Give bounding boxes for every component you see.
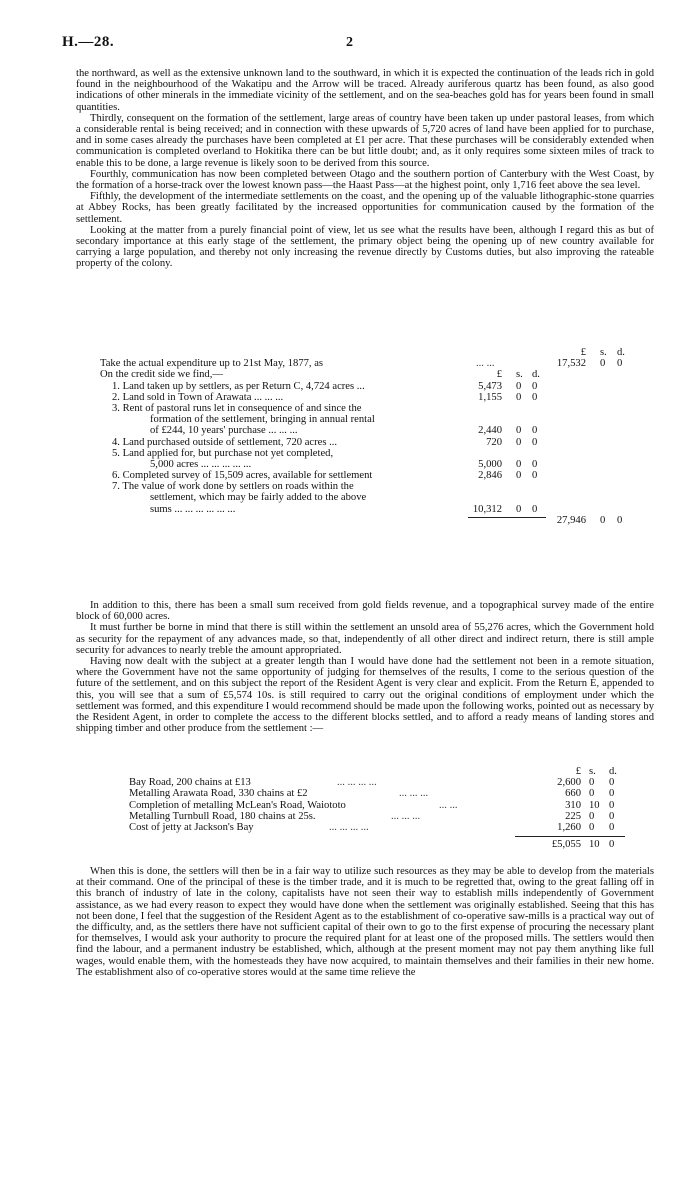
paragraph: Looking at the matter from a purely financial point of view, let us see what the results have been, although I regard this as but of secondary importance at this early stage of the settlement, the primary object being the opening up of new country available for carrying a large population, and thereby not only increasing the revenue directly by Customs duties, but also improving the rateable property of the colony.	[76, 224, 654, 270]
paragraph: In addition to this, there has been a small sum received from gold fields revenue, and a topographical survey made of the entire block of 60,000 acres.	[76, 600, 654, 623]
works-item	[129, 777, 629, 788]
credit-item	[100, 392, 656, 403]
paragraph: Fourthly, communication has now been completed between Otago and the southern portion of Canterbury with the West Coast, by the formation of a horse-track over the lowest known pass—the Haast Pass—at the highest point, only 1,716 feet above the sea level.	[76, 168, 654, 192]
expenditure-pounds: 17,532	[556, 358, 586, 370]
credit-item-label: 1. Land taken up by settlers, as per Return C, 4,724 acres ...	[112, 380, 365, 392]
shillings-heading: s.	[600, 347, 607, 358]
works-item	[129, 800, 629, 811]
credit-item-pounds: 5,000	[478, 458, 502, 470]
works-item-shillings: 0	[589, 810, 595, 822]
credit-item-pence: 0	[532, 380, 538, 392]
works-item-label: Metalling Arawata Road, 330 chains at £2	[129, 788, 308, 800]
leader-dots: ... ...	[476, 358, 495, 370]
works-item-pence: 0	[609, 799, 615, 811]
credit-item-continuation	[100, 492, 656, 503]
credit-item-continuation	[100, 504, 656, 515]
body-text-section-b	[76, 600, 654, 734]
works-item-pounds: 2,600	[557, 777, 581, 789]
credit-item	[100, 437, 656, 448]
credit-item-label: settlement, which may be fairly added to the above	[150, 492, 367, 504]
leader-dots: ... ...	[439, 799, 458, 811]
body-text-section-a	[76, 68, 654, 270]
credit-item-label: 7. The value of work done by settlers on roads within the	[112, 481, 354, 493]
leader-dots: ... ... ... ...	[329, 821, 369, 833]
expenditure-row	[100, 358, 656, 369]
credit-item-label: 5,000 acres ... ... ... ... ...	[150, 458, 252, 470]
credit-item	[100, 470, 656, 481]
page-number: 2	[346, 35, 353, 50]
body-text-section-c	[76, 866, 654, 978]
pounds-heading: £	[580, 347, 586, 358]
works-total-shillings: 10	[589, 839, 600, 851]
credit-item-pence: 0	[532, 458, 538, 470]
credit-item-pence: 0	[532, 391, 538, 403]
works-item-shillings: 10	[589, 799, 600, 811]
credit-item-label: 6. Completed survey of 15,509 acres, available for settlement	[112, 470, 373, 482]
credit-item	[100, 381, 656, 392]
works-table	[129, 766, 629, 850]
credit-item-label: sums ... ... ... ... ... ...	[150, 503, 236, 515]
pounds-heading: £	[575, 766, 581, 777]
works-item	[129, 811, 629, 822]
credit-total-shillings: 0	[600, 514, 606, 526]
credit-item-label: formation of the settlement, bringing in annual rental	[150, 414, 375, 426]
credit-item-shillings: 0	[516, 458, 522, 470]
works-item	[129, 822, 629, 833]
credit-item-continuation	[100, 459, 656, 470]
credit-item	[100, 481, 656, 492]
works-item-label: Completion of metalling McLean's Road, Waiototo	[129, 799, 346, 811]
account-statement	[100, 347, 656, 526]
works-item-pounds: 1,260	[557, 821, 581, 833]
paragraph: When this is done, the settlers will then be in a fair way to utilize such resources as they may be able to develop from the materials at their command. One of the principal of these is the timber trade, and it is much to be regretted that, owing to the great falling off in this branch of industry of late in the colony, capitalists have not seen their way to establish mills independently of Government assistance, as we had every reason to expect they would have done when the settlement was originally established. Seeing that this has not been done, I feel that the suggestion of the Resident Agent as to the establishment of co-operative saw-mills is a practical way out of the difficulty, and, as the settlers there have not sufficient capital of their own to go to the first expense of procuring the necessary plant for themselves, I would ask your authority to procure the required plant for at least one of the proposed mills. The settlers would then find the labour, and a permanent industry be established, which, although at the present moment may not pay them anything like full wages, would enable them, with the homesteads they have now acquired, to maintain themselves and their families in their new home. The establishment also of co-operative stores would at the same time relieve the	[76, 866, 654, 978]
credit-item-label: 2. Land sold in Town of Arawata ... ... ...	[112, 391, 284, 403]
sum-rule	[515, 836, 625, 837]
account-currency-header	[100, 347, 656, 358]
credit-item-label: 3. Rent of pastoral runs let in consequence of and since the	[112, 402, 362, 414]
works-item-shillings: 0	[589, 777, 595, 789]
credit-item-pounds: 10,312	[472, 503, 502, 515]
credit-item-pence: 0	[532, 503, 538, 515]
shillings-heading: s.	[589, 766, 596, 777]
works-total-pence: 0	[609, 839, 615, 851]
pence-heading: d.	[609, 766, 617, 777]
credit-item-pounds: 2,440	[478, 425, 502, 437]
leader-dots: ... ... ...	[391, 810, 421, 822]
works-currency-header	[129, 766, 629, 777]
credit-item-label: 5. Land applied for, but purchase not yet completed,	[112, 447, 334, 459]
pence-heading: d.	[532, 369, 540, 381]
credit-item-continuation	[100, 425, 656, 436]
works-item-label: Cost of jetty at Jackson's Bay	[129, 821, 254, 833]
works-item-pence: 0	[609, 788, 615, 800]
credit-total-pence: 0	[617, 514, 623, 526]
credit-item-pounds: 2,846	[478, 470, 502, 482]
credit-intro: On the credit side we find,—	[100, 369, 223, 381]
works-total-pounds: £5,055	[551, 839, 581, 851]
credit-item-shillings: 0	[516, 425, 522, 437]
credit-item-pounds: 5,473	[478, 380, 502, 392]
paragraph: It must further be borne in mind that there is still within the settlement an unsold area of 55,276 acres, which the Government hold as security for the repayment of any advances made, so that, independently of all other direct and indirect return, there is still ample security for advances to nearly treble the amount appropriated.	[76, 622, 654, 656]
works-item-pounds: 660	[565, 788, 581, 800]
credit-item-pence: 0	[532, 436, 538, 448]
works-total-row	[129, 839, 629, 850]
credit-item-pence: 0	[532, 425, 538, 437]
paragraph: Fifthly, the development of the intermediate settlements on the coast, and the opening up of the valuable lithographic-stone quarries at Abbey Rocks, has been greatly facilitated by the increased opportunities for communication caused by the formation of the settlement.	[76, 191, 654, 225]
works-item-label: Bay Road, 200 chains at £13	[129, 777, 251, 789]
credit-item	[100, 403, 656, 414]
works-item-shillings: 0	[589, 788, 595, 800]
shillings-heading: s.	[516, 369, 523, 381]
works-item-label: Metalling Turnbull Road, 180 chains at 25s.	[129, 810, 316, 822]
credit-item-shillings: 0	[516, 391, 522, 403]
credit-item-shillings: 0	[516, 436, 522, 448]
credit-item-label: 4. Land purchased outside of settlement, 720 acres ...	[112, 436, 338, 448]
paragraph: Thirdly, consequent on the formation of the settlement, large areas of country have been taken up under pastoral leases, from which a considerable rental is being received; and in connection with these upwards of 5,720 acres of land have been applied for to purchase, and in some cases already the purchases have been completed at £1 per acre. That these purchases will be considerably extended when communication is completed overland to Hokitika there can be but little doubt; and, as it only requires some sixteen miles of track to enable this to be done, a large revenue is likely soon to be derived from this source.	[76, 112, 654, 169]
credit-item-label: of £244, 10 years' purchase ... ... ...	[150, 425, 298, 437]
works-item-pounds: 310	[565, 799, 581, 811]
paragraph: Having now dealt with the subject at a greater length than I would have done had the settlement not been in a remote situation, where the Government have not the same opportunity of judging for themselves of the results, I come to the serious question of the future of the settlement, and on this subject the report of the Resident Agent is very clear and explicit. From the Return E, appended to this, you will see that a sum of £5,574 10s. is still required to carry out the original conditions of employment under which the settlement was formed, and this expenditure I would recommend should be made upon the following works, pointed out as necessary by the Resident Agent, in order to complete the access to the different blocks settled, and to afford a ready means of landing stores and shipping timber and other produce from the settlement :—	[76, 656, 654, 735]
credit-item-continuation	[100, 414, 656, 425]
works-item-pence: 0	[609, 821, 615, 833]
credit-total-pounds: 27,946	[556, 514, 586, 526]
credit-total-row	[100, 515, 656, 526]
pence-heading: d.	[617, 347, 625, 358]
leader-dots: ... ... ...	[399, 788, 429, 800]
pounds-heading: £	[496, 369, 502, 381]
credit-item	[100, 448, 656, 459]
credit-item-pounds: 1,155	[478, 391, 502, 403]
expenditure-shillings: 0	[600, 358, 606, 370]
works-item-pence: 0	[609, 810, 615, 822]
paragraph: the northward, as well as the extensive unknown land to the southward, in which it is expected the continuation of the leads rich in gold found in the neighbourhood of the Wakatipu and the Arrow will be traced. Already auriferous quartz has been found, as also good indications of other minerals in the immediate vicinity of the settlement, and on the sea-beaches gold has for years been found in small quantities.	[76, 68, 654, 113]
credit-item-shillings: 0	[516, 470, 522, 482]
works-item-shillings: 0	[589, 821, 595, 833]
document-reference: H.—28.	[62, 34, 115, 50]
works-item-pounds: 225	[565, 810, 581, 822]
works-item	[129, 788, 629, 799]
works-item-pence: 0	[609, 777, 615, 789]
credit-intro-row	[100, 369, 656, 380]
credit-item-pounds: 720	[486, 436, 502, 448]
expenditure-pence: 0	[617, 358, 623, 370]
credit-item-pence: 0	[532, 470, 538, 482]
expenditure-label: Take the actual expenditure up to 21st May, 1877, as	[100, 358, 324, 370]
credit-item-shillings: 0	[516, 503, 522, 515]
leader-dots: ... ... ... ...	[337, 777, 377, 789]
credit-item-shillings: 0	[516, 380, 522, 392]
